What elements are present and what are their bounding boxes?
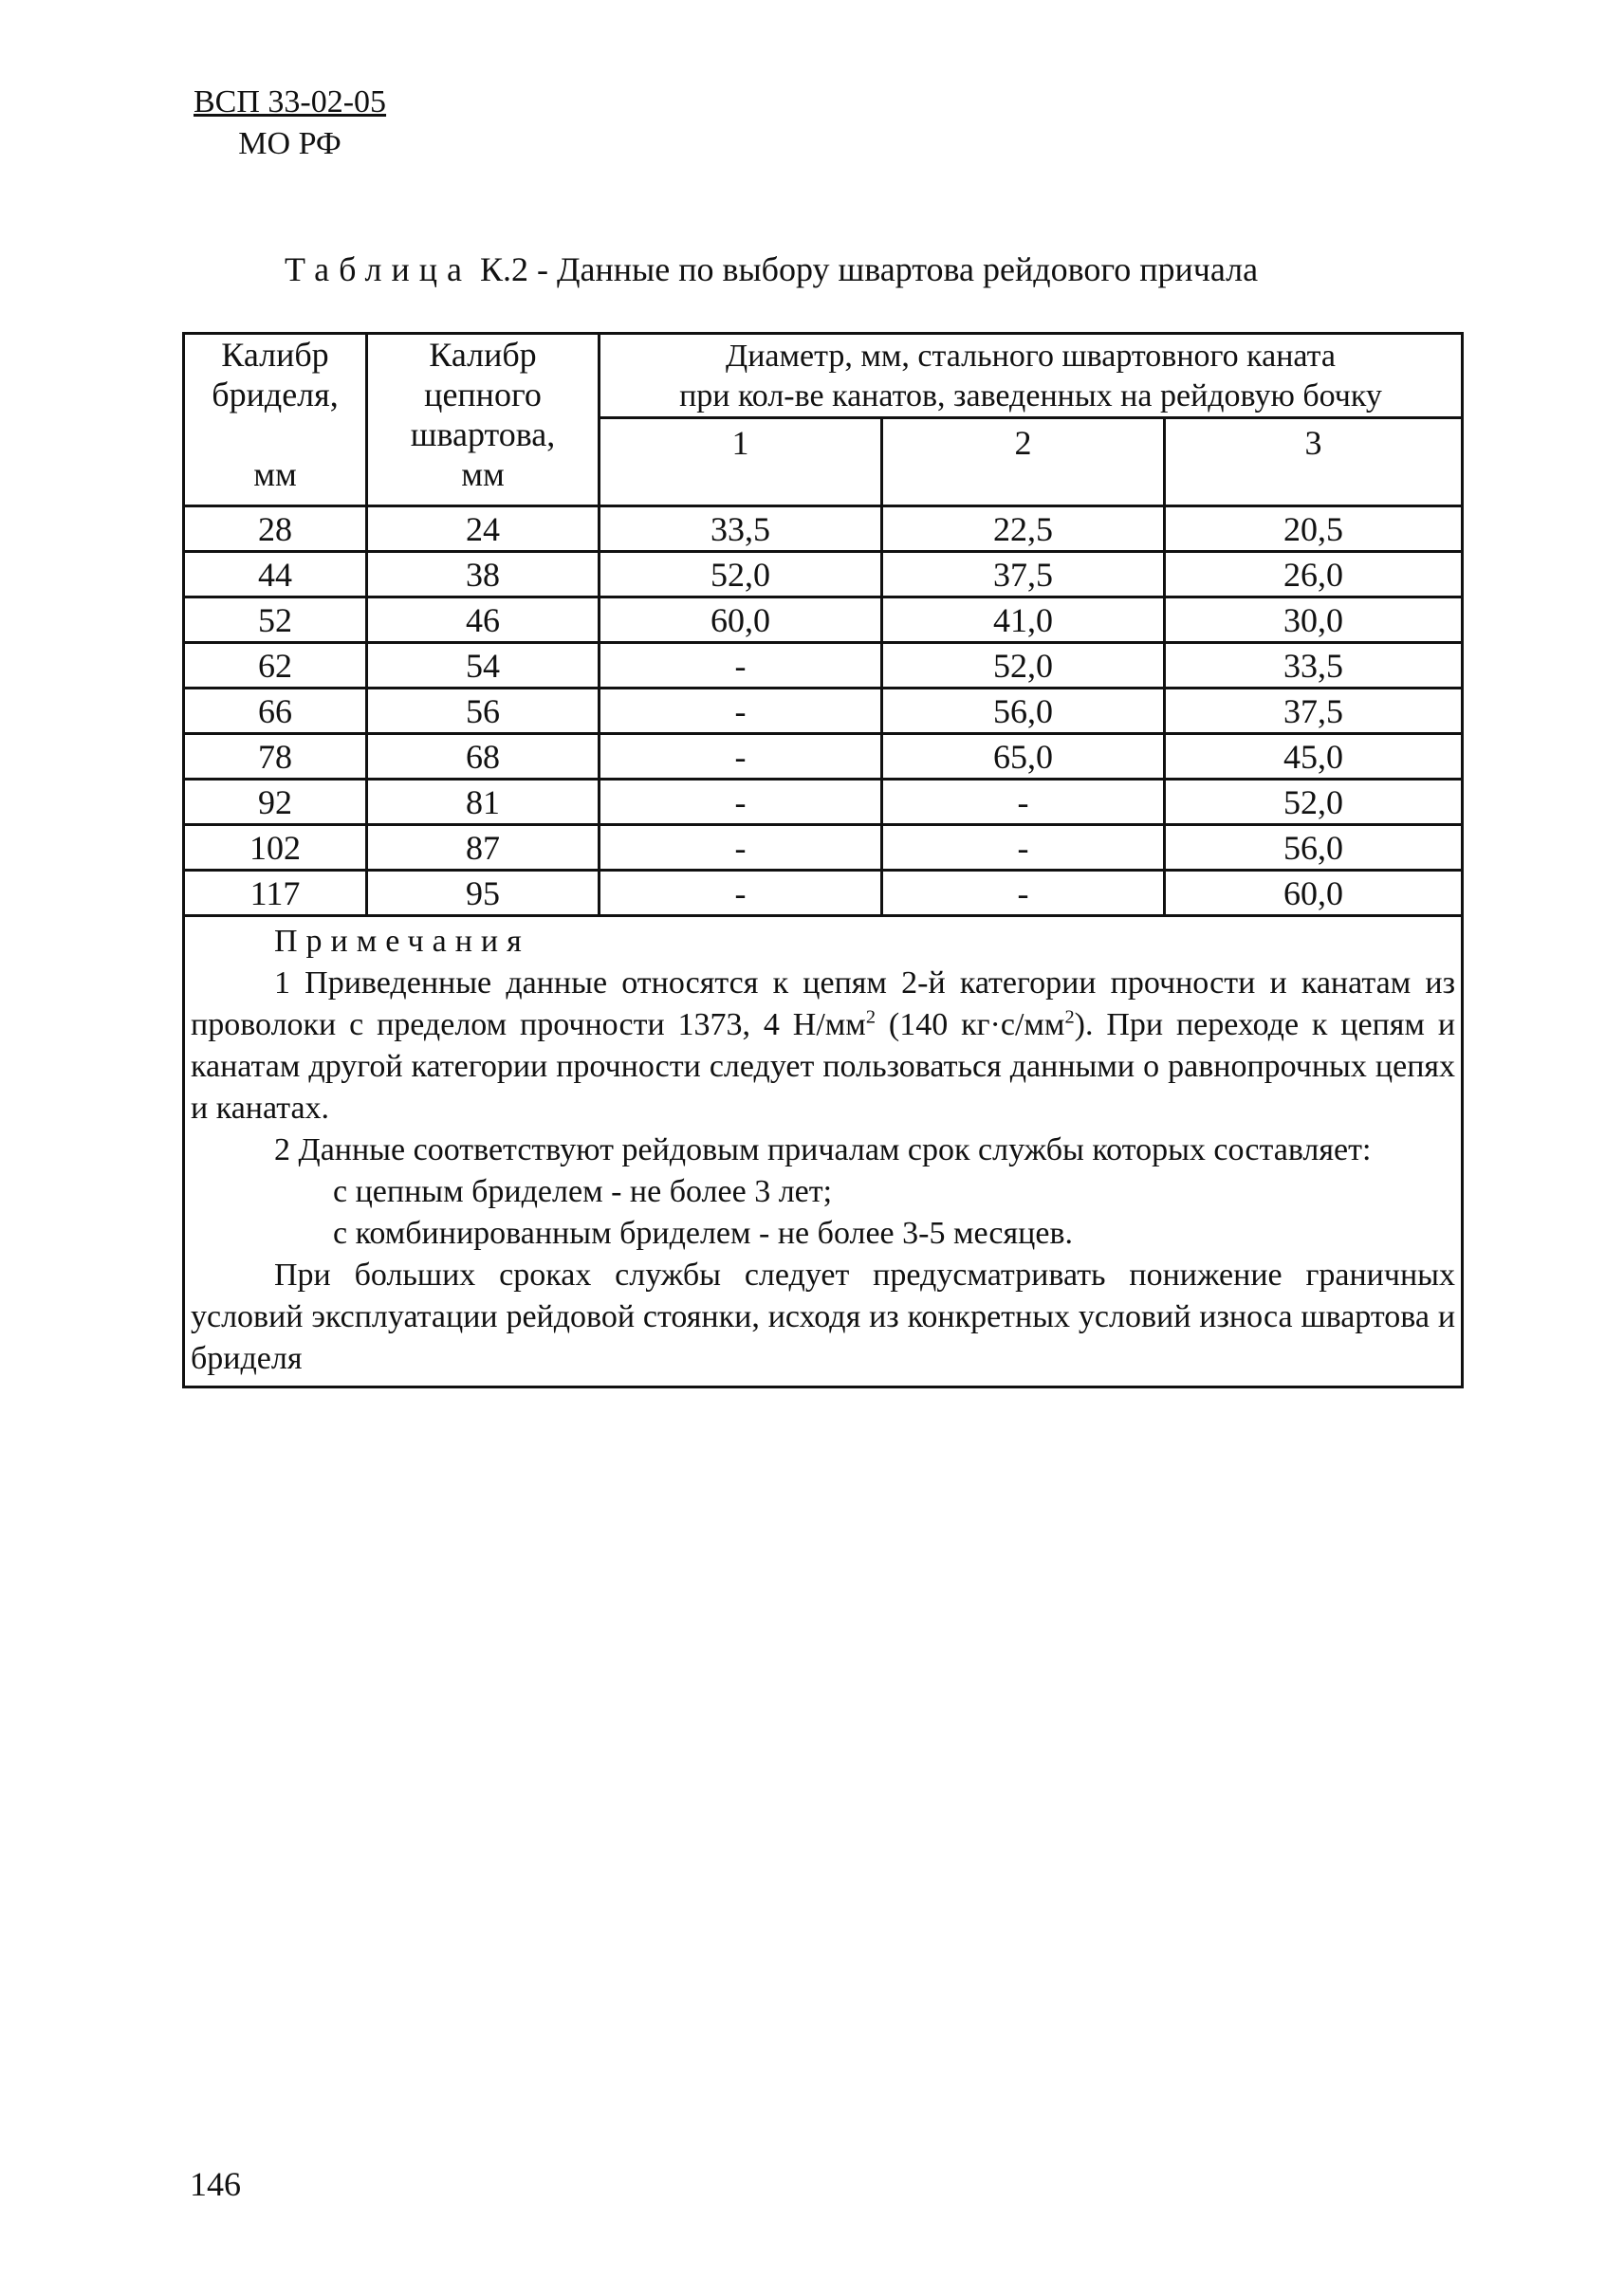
table-cell: - xyxy=(600,825,882,871)
table-cell: 52,0 xyxy=(1165,780,1463,825)
table-cell: 33,5 xyxy=(1165,643,1463,689)
note-2-item-2: с комбинированным бриделем - не более 3-5 месяцев. xyxy=(333,1216,1073,1251)
table-cell: - xyxy=(882,825,1165,871)
table-row xyxy=(184,780,1463,825)
table-cell: 52 xyxy=(184,597,367,643)
note-1-part-a: 1 Приведенные данные относятся к цепям 2-й категории прочности и канатам из проволоки с пределом прочности 1373, 4 Н/мм xyxy=(191,965,1456,1042)
table-cell: 38 xyxy=(367,552,600,597)
sub-header-1: 1 xyxy=(600,418,882,506)
document-organization: МО РФ xyxy=(238,126,341,161)
table-cell: 54 xyxy=(367,643,600,689)
col-header-chain-caliber xyxy=(367,334,600,506)
table-notes xyxy=(184,916,1463,1387)
table-cell: 102 xyxy=(184,825,367,871)
notes-title: Примечания xyxy=(274,924,530,959)
table-cell: 20,5 xyxy=(1165,506,1463,552)
table-cell: - xyxy=(600,689,882,734)
table-row xyxy=(184,552,1463,597)
table-cell: 95 xyxy=(367,871,600,916)
span-header-line1: Диаметр, мм, стального швартовного каната xyxy=(726,339,1336,374)
col1-header-line1: Калибр xyxy=(221,336,329,374)
table-cell: 68 xyxy=(367,734,600,780)
table-cell: 33,5 xyxy=(600,506,882,552)
table-cell: - xyxy=(882,780,1165,825)
note-1-superscript-1: 2 xyxy=(865,1006,877,1028)
col1-header-line3 xyxy=(185,414,365,454)
table-cell: 44 xyxy=(184,552,367,597)
table-cell: 92 xyxy=(184,780,367,825)
table-cell: 24 xyxy=(367,506,600,552)
note-3: При больших сроках службы следует предусматривать понижение граничных условий эксплуатации рейдовой стоянки, исходя из конкретных условий износа швартова и бриделя xyxy=(191,1258,1456,1376)
table-title-text: - Данные по выбору швартова рейдового причала xyxy=(527,250,1259,288)
col2-header-line3: швартова, xyxy=(410,415,556,453)
note-1-part-b: (140 кг·с/мм xyxy=(876,1007,1065,1042)
table-cell: - xyxy=(600,780,882,825)
col1-header-line4: мм xyxy=(253,455,297,493)
sub-header-2: 2 xyxy=(882,418,1165,506)
table-cell: 87 xyxy=(367,825,600,871)
table-cell: 56 xyxy=(367,689,600,734)
col-header-rope-diameter xyxy=(600,334,1463,418)
table-cell: 26,0 xyxy=(1165,552,1463,597)
table-cell: 60,0 xyxy=(1165,871,1463,916)
table-title xyxy=(285,248,1375,290)
table-cell: 66 xyxy=(184,689,367,734)
table-row xyxy=(184,643,1463,689)
table-cell: 81 xyxy=(367,780,600,825)
note-1 xyxy=(191,963,1455,1130)
document-code: ВСП 33-02-05 xyxy=(194,84,387,119)
table-cell: 60,0 xyxy=(600,597,882,643)
page-number: 146 xyxy=(190,2165,241,2203)
table-row xyxy=(184,825,1463,871)
table-row xyxy=(184,871,1463,916)
table-cell: 45,0 xyxy=(1165,734,1463,780)
col2-header-line4: мм xyxy=(461,455,505,493)
col-header-bridle-caliber xyxy=(184,334,367,506)
mooring-data-table xyxy=(182,332,1464,1388)
table-cell: 22,5 xyxy=(882,506,1165,552)
table-cell: 56,0 xyxy=(1165,825,1463,871)
table-cell: 56,0 xyxy=(882,689,1165,734)
table-cell: - xyxy=(600,643,882,689)
table-cell: 28 xyxy=(184,506,367,552)
table-row xyxy=(184,689,1463,734)
note-2-item-1: с цепным бриделем - не более 3 лет; xyxy=(333,1174,833,1209)
table-cell: 52,0 xyxy=(600,552,882,597)
table-cell: 46 xyxy=(367,597,600,643)
note-1-superscript-2: 2 xyxy=(1064,1006,1075,1028)
table-title-number: К.2 xyxy=(479,250,528,288)
col1-header-line2: бриделя, xyxy=(212,376,339,413)
note-2: 2 Данные соответствуют рейдовым причалам срок службы которых составляет: xyxy=(274,1132,1372,1167)
table-row xyxy=(184,597,1463,643)
col2-header-line1: Калибр xyxy=(429,336,537,374)
table-cell: 30,0 xyxy=(1165,597,1463,643)
note-1-part-c: ). При переходе к цепям и канатам другой категории прочности следует пользоваться данными о равнопрочных цепях и канатах. xyxy=(191,1007,1456,1126)
table-cell: 41,0 xyxy=(882,597,1165,643)
table-row xyxy=(184,506,1463,552)
table-cell: - xyxy=(882,871,1165,916)
table-cell: 117 xyxy=(184,871,367,916)
table-title-label: Таблица xyxy=(285,250,471,288)
table-cell: 37,5 xyxy=(882,552,1165,597)
table-cell: 37,5 xyxy=(1165,689,1463,734)
table-cell: - xyxy=(600,871,882,916)
span-header-line2: при кол-ве канатов, заведенных на рейдовую бочку xyxy=(679,378,1382,413)
table-cell: - xyxy=(600,734,882,780)
table-cell: 65,0 xyxy=(882,734,1165,780)
table-row xyxy=(184,734,1463,780)
sub-header-3: 3 xyxy=(1165,418,1463,506)
table-cell: 62 xyxy=(184,643,367,689)
col2-header-line2: цепного xyxy=(424,376,542,413)
table-cell: 78 xyxy=(184,734,367,780)
table-cell: 52,0 xyxy=(882,643,1165,689)
document-header xyxy=(194,82,386,165)
